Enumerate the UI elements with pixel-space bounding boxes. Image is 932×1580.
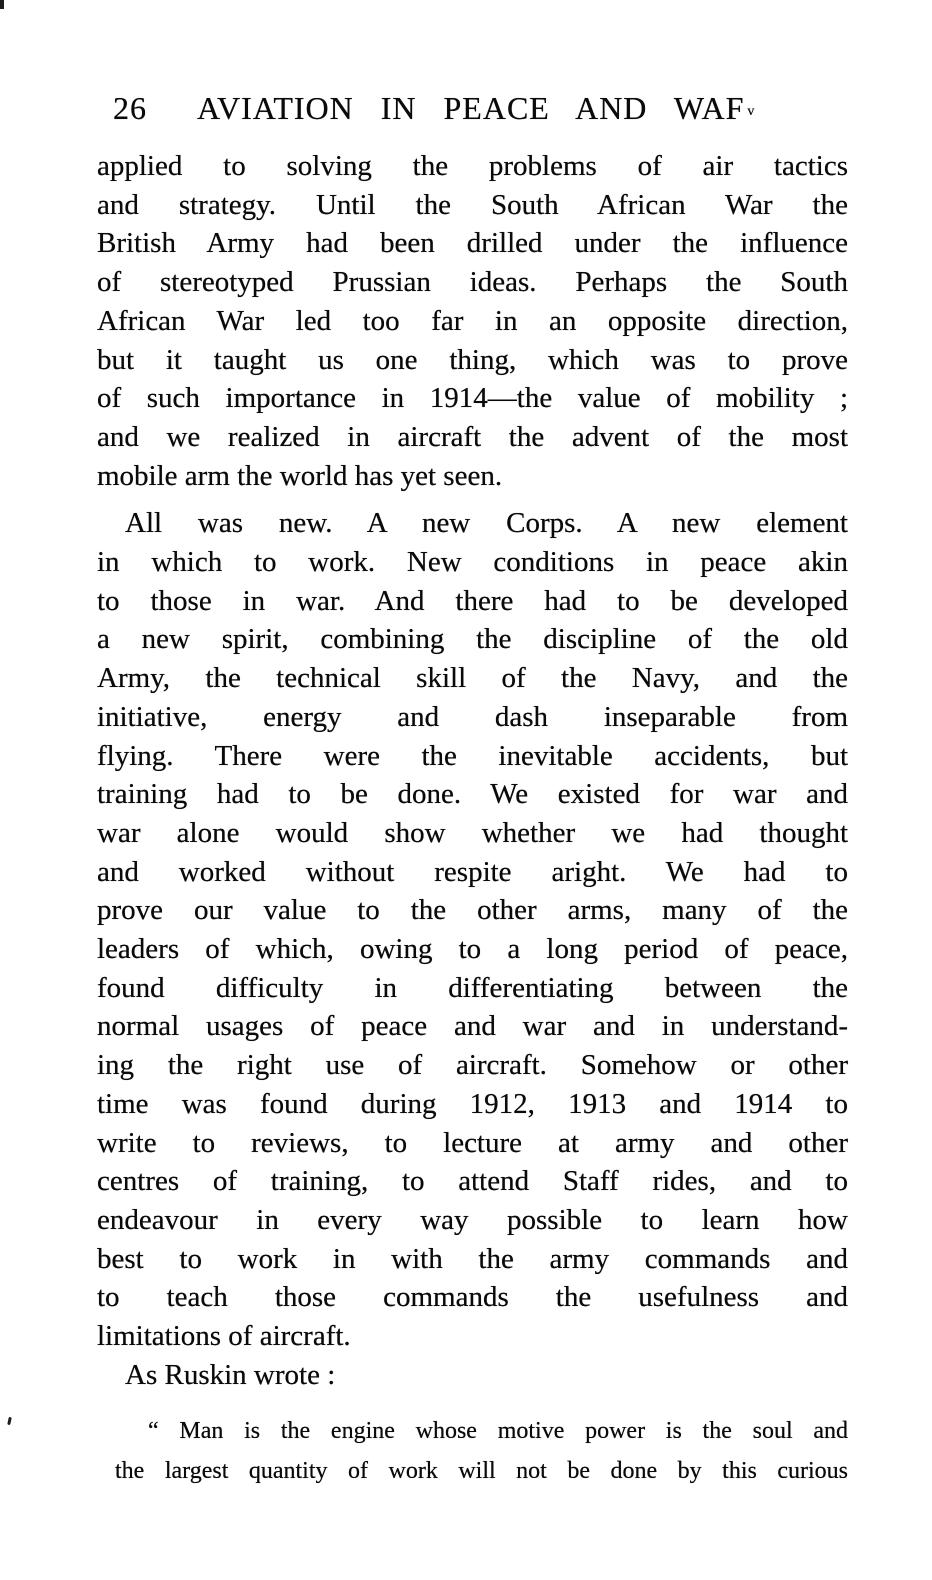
text-line: in which to work. New conditions in peace akin bbox=[97, 546, 848, 579]
running-title bbox=[197, 90, 755, 127]
text-line: and we realized in aircraft the advent of the most bbox=[97, 420, 848, 453]
text-line: of stereotyped Prussian ideas. Perhaps the South bbox=[97, 266, 848, 299]
text-line: time was found during 1912, 1913 and 1914 to bbox=[97, 1087, 848, 1120]
text-line: to those in war. And there had to be developed bbox=[97, 584, 848, 617]
text-line: initiative, energy and dash inseparable from bbox=[97, 700, 848, 733]
damaged-letter-mark: v bbox=[747, 104, 756, 119]
scan-artifact-margin-mark bbox=[7, 1417, 12, 1425]
ruskin-quote bbox=[115, 1411, 848, 1491]
paragraph-all-was-new bbox=[97, 504, 848, 1355]
text-line: centres of training, to attend Staff rides, and to bbox=[97, 1165, 848, 1198]
text-line: All was new. A new Corps. A new element bbox=[125, 507, 848, 540]
text-line: write to reviews, to lecture at army and other bbox=[97, 1126, 848, 1159]
text-line: training had to be done. We existed for war and bbox=[97, 778, 848, 811]
text-line: leaders of which, owing to a long period of peace, bbox=[97, 933, 848, 966]
text-line: found difficulty in differentiating between the bbox=[97, 971, 848, 1004]
running-title-text: AVIATION IN PEACE AND WAF bbox=[197, 90, 745, 126]
text-line: but it taught us one thing, which was to prove bbox=[97, 343, 848, 376]
text-line: to teach those commands the usefulness and bbox=[97, 1281, 848, 1314]
text-line: the largest quantity of work will not be done by this curious bbox=[115, 1457, 848, 1484]
text-line: endeavour in every way possible to learn how bbox=[97, 1203, 848, 1236]
body-text bbox=[97, 147, 848, 1491]
text-line: “ Man is the engine whose motive power is the soul and bbox=[148, 1417, 848, 1444]
text-line: limitations of aircraft. bbox=[97, 1320, 351, 1353]
scan-artifact-corner bbox=[0, 0, 4, 9]
page-header bbox=[113, 90, 755, 127]
text-line: a new spirit, combining the discipline of the old bbox=[97, 623, 848, 656]
text-line: mobile arm the world has yet seen. bbox=[97, 459, 503, 492]
paragraph-as-ruskin-wrote bbox=[97, 1356, 848, 1395]
text-line: and strategy. Until the South African War the bbox=[97, 188, 848, 221]
text-line: applied to solving the problems of air tactics bbox=[97, 150, 848, 182]
page-number: 26 bbox=[113, 90, 147, 126]
paragraph-continued bbox=[97, 147, 848, 495]
text-line: best to work in with the army commands and bbox=[97, 1242, 848, 1275]
text-line: flying. There were the inevitable accidents, but bbox=[97, 739, 848, 772]
text-line: As Ruskin wrote : bbox=[125, 1358, 336, 1391]
text-line: ing the right use of aircraft. Somehow or other bbox=[97, 1049, 848, 1082]
text-line: normal usages of peace and war and in understand- bbox=[97, 1010, 848, 1043]
text-line: of such importance in 1914—the value of mobility ; bbox=[97, 382, 848, 415]
text-line: British Army had been drilled under the influence bbox=[97, 227, 848, 260]
text-line: African War led too far in an opposite direction, bbox=[97, 304, 848, 337]
text-line: prove our value to the other arms, many of the bbox=[97, 894, 848, 927]
text-line: war alone would show whether we had thought bbox=[97, 816, 848, 849]
text-line: and worked without respite aright. We had to bbox=[97, 855, 848, 888]
text-line: Army, the technical skill of the Navy, and the bbox=[97, 662, 848, 695]
